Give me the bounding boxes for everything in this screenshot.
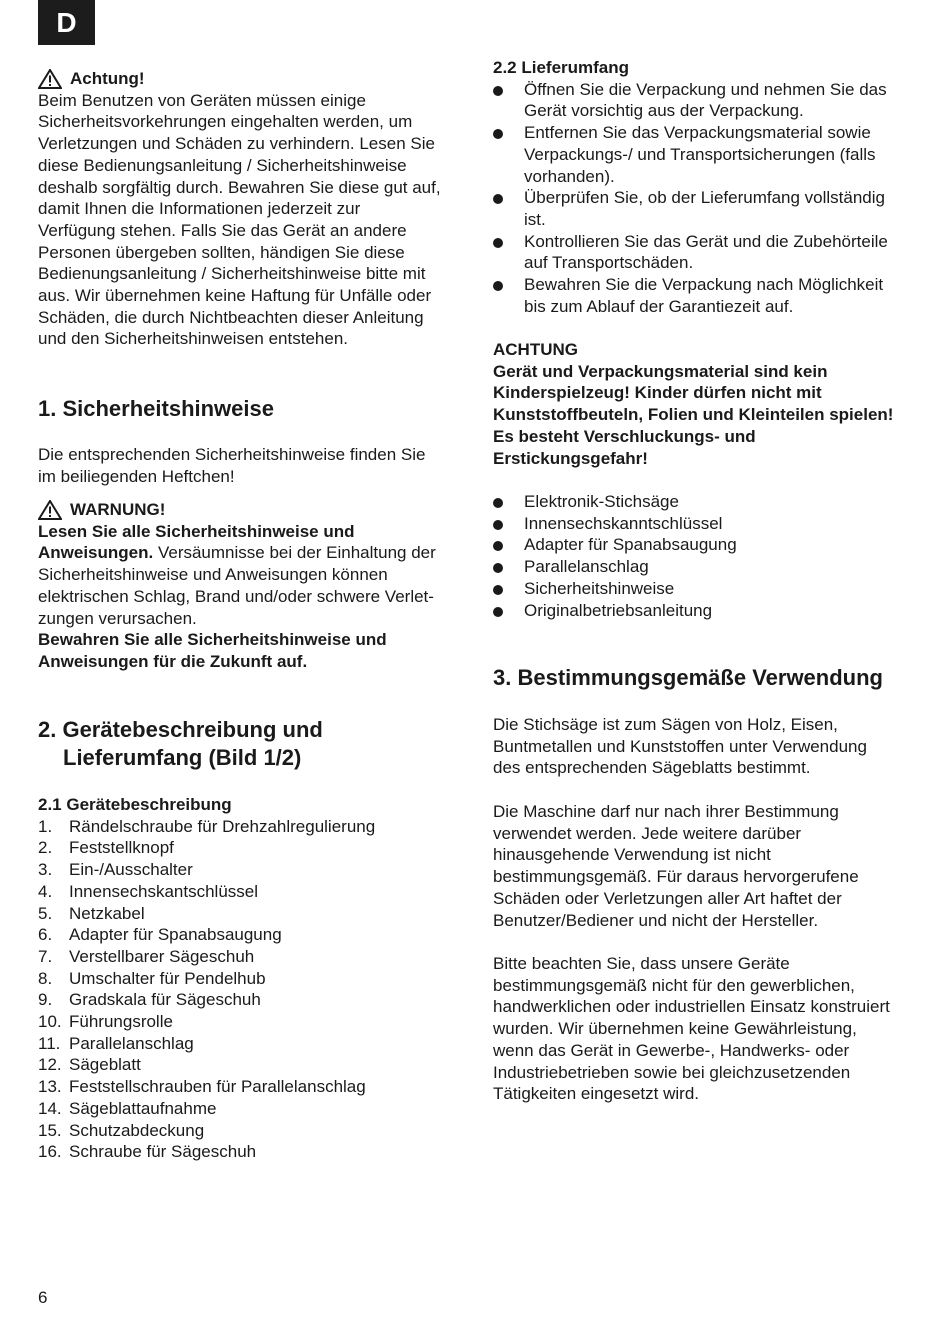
list-item: Originalbetriebsanleitung <box>493 600 923 622</box>
list-item: Kontrollieren Sie das Gerät und die Zubehörteile auf Transportschäden. <box>493 231 923 274</box>
text-line: Benutzer/Bediener und nicht der Hersteller. <box>493 910 819 930</box>
achtung-line: aus. Wir übernehmen keine Haftung für Unfälle oder <box>38 286 432 306</box>
list-item: 12. Sägeblatt <box>38 1055 141 1075</box>
warnung-text-fragment: Versäumnisse bei der Einhaltung der <box>153 543 436 563</box>
child-warning-line: Kinderspielzeug! Kinder dürfen nicht mit <box>493 383 822 403</box>
list-item: 16. Schraube für Sägeschuh <box>38 1142 257 1162</box>
subsection-2-1-heading: 2.1 Gerätebeschreibung <box>38 795 232 814</box>
section-1-line: im beiliegenden Heftchen! <box>38 466 235 486</box>
language-badge: D <box>38 0 95 45</box>
list-item: 7. Verstellbarer Sägeschuh <box>38 946 255 966</box>
section-1-line: Die entsprechenden Sicherheitshinweise finden Sie <box>38 445 426 464</box>
list-item: Elektronik-Stichsäge <box>493 491 923 513</box>
section-3-paragraph-3 <box>493 953 923 1105</box>
achtung-line: und den Sicherheitshinweisen entstehen. <box>38 329 348 349</box>
list-item: 5. Netzkabel <box>38 903 145 923</box>
package-contents <box>493 491 923 621</box>
warnung-block <box>38 499 470 673</box>
bullet-icon <box>493 231 524 274</box>
text-line: bestimmungsgemäß nicht für den gewerblichen, <box>493 975 855 995</box>
warning-triangle-icon <box>38 500 62 520</box>
warnung-line: Sicherheitshinweise und Anweisungen können <box>38 565 388 585</box>
child-warning-line: ACHTUNG <box>493 340 578 359</box>
achtung-block <box>38 68 470 350</box>
child-warning-line: Gerät und Verpackungsmaterial sind kein <box>493 361 828 381</box>
list-item: 13. Feststellschrauben für Parallelanschlag <box>38 1077 366 1097</box>
section-2 <box>38 716 470 772</box>
section-1-text <box>38 444 470 487</box>
warnung-title: WARNUNG! <box>70 500 166 519</box>
bullet-icon <box>493 491 524 513</box>
warnung-heading <box>38 499 470 521</box>
section-2-heading-line1: 2. Gerätebeschreibung und <box>38 717 323 742</box>
text-line: hinausgehende Verwendung ist nicht <box>493 845 771 865</box>
list-item: Sicherheitshinweise <box>493 578 923 600</box>
list-item: 11. Parallelanschlag <box>38 1033 194 1053</box>
warnung-line: zungen verursachen. <box>38 608 197 628</box>
list-item: 4. Innensechskantschlüssel <box>38 881 259 901</box>
warnung-line: elektrischen Schlag, Brand und/oder schwere Verlet- <box>38 586 434 606</box>
section-3-paragraph-1 <box>493 714 923 779</box>
bullet-icon <box>493 578 524 600</box>
bullet-icon <box>493 600 524 622</box>
device-description <box>38 794 470 1163</box>
section-3-heading: 3. Bestimmungsgemäße Verwendung <box>493 665 883 690</box>
bullet-icon <box>493 274 524 317</box>
list-item: Adapter für Spanabsaugung <box>493 534 923 556</box>
contents-list <box>493 491 923 621</box>
achtung-heading <box>38 68 470 90</box>
achtung-line: Beim Benutzen von Geräten müssen einige <box>38 90 366 110</box>
achtung-title: Achtung! <box>70 69 145 88</box>
parts-list <box>38 816 470 1163</box>
warnung-bold-line: Bewahren Sie alle Sicherheitshinweise und <box>38 630 387 650</box>
page-number: 6 <box>38 1288 48 1307</box>
achtung-line: damit Ihnen die Informationen jederzeit zur <box>38 199 361 219</box>
text-line: Schäden oder Verletzungen aller Art haftet der <box>493 888 842 908</box>
unpacking-list <box>493 79 923 318</box>
section-3 <box>493 664 923 692</box>
list-item: Innensechskanntschlüssel <box>493 513 923 535</box>
list-item: Überprüfen Sie, ob der Lieferumfang vollständig ist. <box>493 187 923 230</box>
list-item: 3. Ein-/Ausschalter <box>38 860 193 880</box>
bullet-icon <box>493 513 524 535</box>
text-line: bestimmungsgemäß. Für daraus hervorgerufene <box>493 867 859 887</box>
text-line: Bitte beachten Sie, dass unsere Geräte <box>493 954 790 973</box>
achtung-line: Verletzungen und Schäden zu verhindern. Lesen Sie <box>38 134 435 154</box>
list-item: 14. Sägeblattaufnahme <box>38 1098 217 1118</box>
child-warning <box>493 339 923 469</box>
scope-of-delivery <box>493 57 923 317</box>
achtung-line: diese Bedienungsanleitung / Sicherheitshinweise <box>38 155 407 175</box>
text-line: Die Maschine darf nur nach ihrer Bestimmung <box>493 802 839 821</box>
list-item: 1. Rändelschraube für Drehzahlregulierung <box>38 816 376 836</box>
list-item: 8. Umschalter für Pendelhub <box>38 968 266 988</box>
text-line: Industriebetrieben sowie bei gleichzusetzenden <box>493 1062 851 1082</box>
text-line: des entsprechenden Sägeblatts bestimmt. <box>493 758 811 778</box>
list-item: 10. Führungsrolle <box>38 1012 173 1032</box>
warnung-bold-line: Lesen Sie alle Sicherheitshinweise und <box>38 521 355 541</box>
list-item: 9. Gradskala für Sägeschuh <box>38 990 261 1010</box>
text-line: handwerklichen oder industriellen Einsatz konstruiert <box>493 997 890 1017</box>
child-warning-line: Erstickungsgefahr! <box>493 448 648 468</box>
text-line: wurden. Wir übernehmen keine Gewährleistung, <box>493 1019 857 1039</box>
section-1 <box>38 395 470 423</box>
bullet-icon <box>493 556 524 578</box>
bullet-icon <box>493 187 524 230</box>
list-item: 6. Adapter für Spanabsaugung <box>38 925 282 945</box>
text-line: verwendet werden. Jede weitere darüber <box>493 823 802 843</box>
warnung-bold-line: Anweisungen für die Zukunft auf. <box>38 651 308 671</box>
text-line: Tätigkeiten eingesetzt wird. <box>493 1084 699 1104</box>
achtung-line: Bedienungsanleitung / Sicherheitshinweise bitte mit <box>38 264 426 284</box>
section-2-heading-line2: Lieferumfang (Bild 1/2) <box>63 745 302 770</box>
text-line: Buntmetallen und Kunststoffen unter Verwendung <box>493 736 867 756</box>
section-3-paragraph-2 <box>493 801 923 931</box>
list-item: Parallelanschlag <box>493 556 923 578</box>
warnung-mixed-line <box>38 542 470 564</box>
achtung-line: Personen übergeben sollten, händigen Sie diese <box>38 242 405 262</box>
child-warning-line: Kunststoffbeuteln, Folien und Kleinteilen spielen! <box>493 405 894 425</box>
list-item: Öffnen Sie die Verpackung und nehmen Sie das Gerät vorsichtig aus der Verpackung. <box>493 79 923 122</box>
text-line: Die Stichsäge ist zum Sägen von Holz, Eisen, <box>493 715 838 734</box>
subsection-2-2-heading: 2.2 Lieferumfang <box>493 58 630 77</box>
text-line: wenn das Gerät in Gewerbe-, Handwerks- oder <box>493 1040 850 1060</box>
warnung-bold-fragment: Anweisungen. <box>38 543 154 563</box>
list-item: Bewahren Sie die Verpackung nach Möglichkeit bis zum Ablauf der Garantiezeit auf. <box>493 274 923 317</box>
list-item: 2. Feststellknopf <box>38 838 174 858</box>
achtung-line: Sicherheitsvorkehrungen eingehalten werden, um <box>38 112 413 132</box>
achtung-line: Verfügung stehen. Falls Sie das Gerät an andere <box>38 220 407 240</box>
list-item: 15. Schutzabdeckung <box>38 1120 205 1140</box>
list-item: Entfernen Sie das Verpackungsmaterial sowie Verpackungs-/ und Transportsicherungen (falls vorhanden). <box>493 122 923 187</box>
achtung-line: deshalb sorgfältig durch. Bewahren Sie diese gut auf, <box>38 177 441 197</box>
bullet-icon <box>493 534 524 556</box>
section-1-heading: 1. Sicherheitshinweise <box>38 396 274 421</box>
child-warning-line: Es besteht Verschluckungs- und <box>493 426 756 446</box>
bullet-icon <box>493 79 524 122</box>
warning-triangle-icon <box>38 69 62 89</box>
achtung-line: Schäden, die durch Nichtbeachten dieser Anleitung <box>38 307 424 327</box>
bullet-icon <box>493 122 524 187</box>
